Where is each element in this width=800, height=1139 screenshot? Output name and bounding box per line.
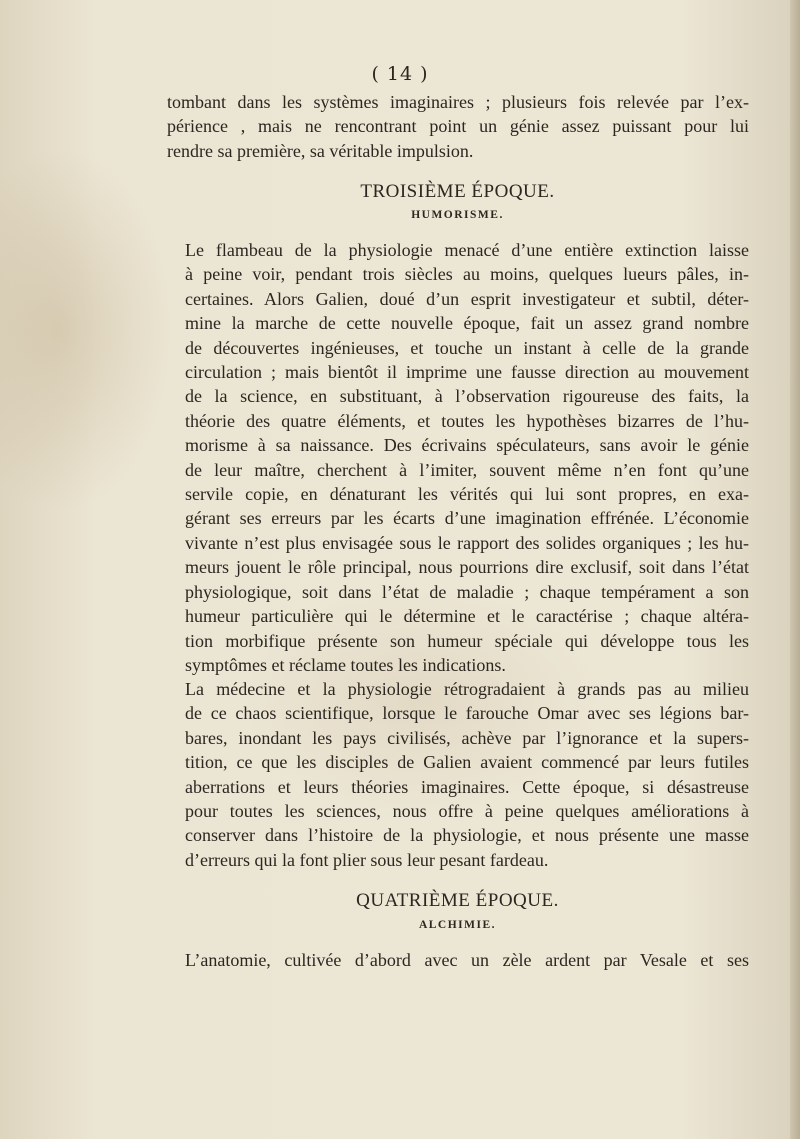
- text-line: circulation ; mais bientôt il imprime une fausse direction au mouvement: [185, 362, 749, 383]
- page-edge: [790, 0, 800, 1139]
- text-line: physiologique, soit dans l’état de maladie ; chaque tempérament a son: [185, 581, 749, 602]
- text-line: périence , mais ne rencontrant point un génie assez puissant pour lui: [167, 116, 749, 137]
- text-line: Le flambeau de la physiologie menacé d’une entière extinction laisse: [185, 240, 749, 260]
- text-line: humeur particulière qui le détermine et le caractérise ; chaque altéra-: [185, 606, 749, 627]
- text-line: bares, inondant les pays civilisés, achève par l’ignorance et la supers-: [185, 727, 749, 748]
- text-line: symptômes et réclame toutes les indications.: [185, 654, 506, 675]
- section-subheading: HUMORISME.: [411, 209, 504, 221]
- text-line: gérant ses erreurs par les écarts d’une imagination effrénée. L’économie: [185, 508, 749, 529]
- page-number: ( 14 ): [371, 63, 429, 85]
- section3-paragraph-1: [167, 238, 749, 677]
- text-line: de découvertes ingénieuses, et touche un instant à celle de la grande: [185, 337, 749, 358]
- text-line: tion morbifique présente son humeur spéciale qui développe tous les: [185, 630, 749, 651]
- section-heading: QUATRIÈME ÉPOQUE.: [356, 890, 559, 911]
- text-line: aberrations et leurs théories imaginaires. Cette époque, si désastreuse: [185, 776, 749, 797]
- text-line: tition, ce que les disciples de Galien avaient commencé par leurs futiles: [185, 752, 749, 773]
- text-line: servile copie, en dénaturant les vérités qui lui sont propres, en exa-: [185, 484, 749, 505]
- text-line: certaines. Alors Galien, doué d’un esprit investigateur et subtil, déter-: [185, 288, 749, 309]
- section-subheading: ALCHIMIE.: [418, 919, 497, 931]
- text-line: de leur maître, cherchent à l’imiter, souvent même n’en font qu’une: [185, 459, 749, 480]
- section-heading: TROISIÈME ÉPOQUE.: [360, 181, 555, 202]
- text-line: de la science, en substituant, à l’observation rigoureuse des faits, la: [185, 386, 749, 407]
- text-line: meurs jouent le rôle principal, nous pourrions dire exclusif, soit dans l’état: [185, 557, 749, 578]
- text-line: tombant dans les systèmes imaginaires ; plusieurs fois relevée par l’ex-: [167, 92, 749, 112]
- intro-paragraph: [167, 90, 749, 163]
- text-line: rendre sa première, sa véritable impulsion.: [167, 140, 474, 161]
- text-line: conserver dans l’histoire de la physiologie, et nous présente une masse: [185, 825, 749, 846]
- text-line: L’anatomie, cultivée d’abord avec un zèle ardent par Vesale et ses: [185, 950, 749, 970]
- text-line: à peine voir, pendant trois siècles au moins, quelques lueurs pâles, in-: [185, 264, 749, 285]
- text-line: La médecine et la physiologie rétrogradaient à grands pas au milieu: [185, 679, 749, 699]
- text-line: morisme à sa naissance. Des écrivains spéculateurs, sans avoir le génie: [185, 435, 749, 456]
- text-line: pour toutes les sciences, nous offre à peine quelques améliorations à: [185, 801, 749, 822]
- text-line: mine la marche de cette nouvelle époque, fait un assez grand nombre: [185, 313, 749, 334]
- text-line: théorie des quatre éléments, et toutes les hypothèses bizarres de l’hu-: [185, 410, 749, 431]
- text-line: d’erreurs qui la font plier sous leur pesant fardeau.: [185, 849, 549, 870]
- text-line: vivante n’est plus envisagée sous le rapport des solides organiques ; les hu-: [185, 532, 749, 553]
- section3-paragraph-2: [167, 677, 749, 872]
- text-line: de ce chaos scientifique, lorsque le farouche Omar avec ses légions bar-: [185, 703, 749, 724]
- section4-paragraph-1: [167, 948, 749, 972]
